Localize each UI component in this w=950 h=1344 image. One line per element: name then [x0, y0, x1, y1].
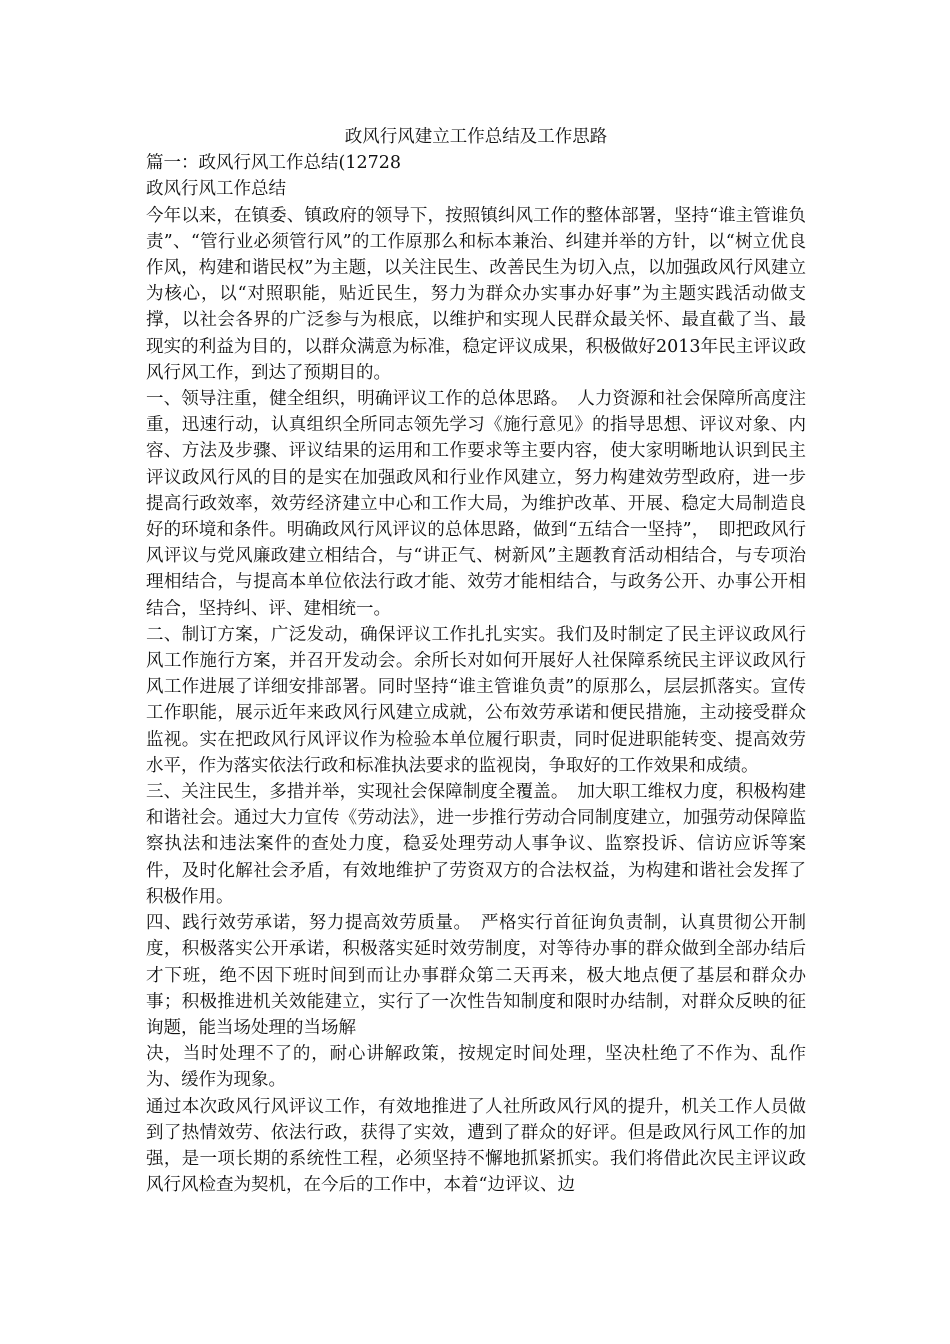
document-body [146, 124, 806, 1198]
section-heading: 政风行风工作总结 [146, 179, 286, 200]
paragraph-section-one: 一、领导注重，健全组织，明确评议工作的总体思路。 人力资源和社会保障所高度注重，迅速行动，认真组织全所同志领先学习《施行意见》的指导思想、评议对象、内容、方法及步骤、评议结果的运用和工作要求等主要内容，使大家明晰地认识到民主评议政风行风的目的是实在加强政风和行业作风建立，努力构建效劳型政府，进一步提高行政效率，效劳经济建立中心和工作大局，为维护改革、开展、稳定大局制造良好的环境和条件。明确政风行风评议的总体思路，做到“五结合一坚持”， 即把政风行风评议与党风廉政建立相结合，与“讲正气、树新风”主题教育活动相结合，与专项治理相结合，与提高本单位依法行政才能、效劳才能相结合，与政务公开、办事公开相结合，坚持纠、评、建相统一。 [146, 389, 806, 619]
paragraph-section-two: 二、制订方案，广泛发动，确保评议工作扎扎实实。我们及时制定了民主评议政风行风工作施行方案，并召开发动会。余所长对如何开展好人社保障系统民主评议政风行风工作进展了详细安排部署。同时坚持“谁主管谁负责”的原那么，层层抓落实。宣传工作职能，展示近年来政风行风建立成就，公布效劳承诺和便民措施，主动接受群众监视。实在把政风行风评议作为检验本单位履行职责，同时促进职能转变、提高效劳水平，作为落实依法行政和标准执法要求的监视岗，争取好的工作效果和成绩。 [146, 624, 806, 776]
chapter-heading: 篇一：政风行风工作总结(12728 [146, 153, 401, 174]
document-title: 政风行风建立工作总结及工作思路 [344, 127, 608, 147]
paragraph-intro: 今年以来，在镇委、镇政府的领导下，按照镇纠风工作的整体部署，坚持“谁主管谁负责”、“管行业必须管行风”的工作原那么和标本兼治、纠建并举的方针，以“树立优良作风，构建和谐民权”为主题，以关注民生、改善民生为切入点，以加强政风行风建立为核心，以“对照职能，贴近民生，努力为群众办实事办好事”为主题实践活动做支撑，以社会各界的广泛参与为根底，以维护和实现人民群众最关怀、最直截了当、最现实的利益为目的，以群众满意为标准，稳定评议成果，积极做好2013年民主评议政风行风工作，到达了预期目的。 [146, 205, 806, 383]
paragraph-section-four-continued: 决，当时处理不了的，耐心讲解政策，按规定时间处理，坚决杜绝了不作为、乱作为、缓作为现象。 [146, 1044, 806, 1091]
paragraph-conclusion: 通过本次政风行风评议工作，有效地推进了人社所政风行风的提升，机关工作人员做到了热情效劳、依法行政，获得了实效，遭到了群众的好评。但是政风行风工作的加强，是一项长期的系统性工程，必须坚持不懈地抓紧抓实。我们将借此次民主评议政风行风检查为契机，在今后的工作中，本着“边评议、边 [146, 1096, 806, 1196]
paragraph-section-four: 四、践行效劳承诺，努力提高效劳质量。 严格实行首征询负责制，认真贯彻公开制度，积极落实公开承诺，积极落实延时效劳制度，对等待办事的群众做到全部办结后才下班，绝不因下班时间到而让办事群众第二天再来，极大地点便了基层和群众办事；积极推进机关效能建立，实行了一次性告知制度和限时办结制，对群众反映的征询题，能当场处理的当场解 [146, 913, 806, 1038]
paragraph-section-three: 三、关注民生，多措并举，实现社会保障制度全覆盖。 加大职工维权力度，积极构建和谐社会。通过大力宣传《劳动法》，进一步推行劳动合同制度建立，加强劳动保障监察执法和违法案件的查处力度，稳妥处理劳动人事争议、监察投诉、信访应诉等案件，及时化解社会矛盾，有效地维护了劳资双方的合法权益，为构建和谐社会发挥了积极作用。 [146, 782, 806, 907]
